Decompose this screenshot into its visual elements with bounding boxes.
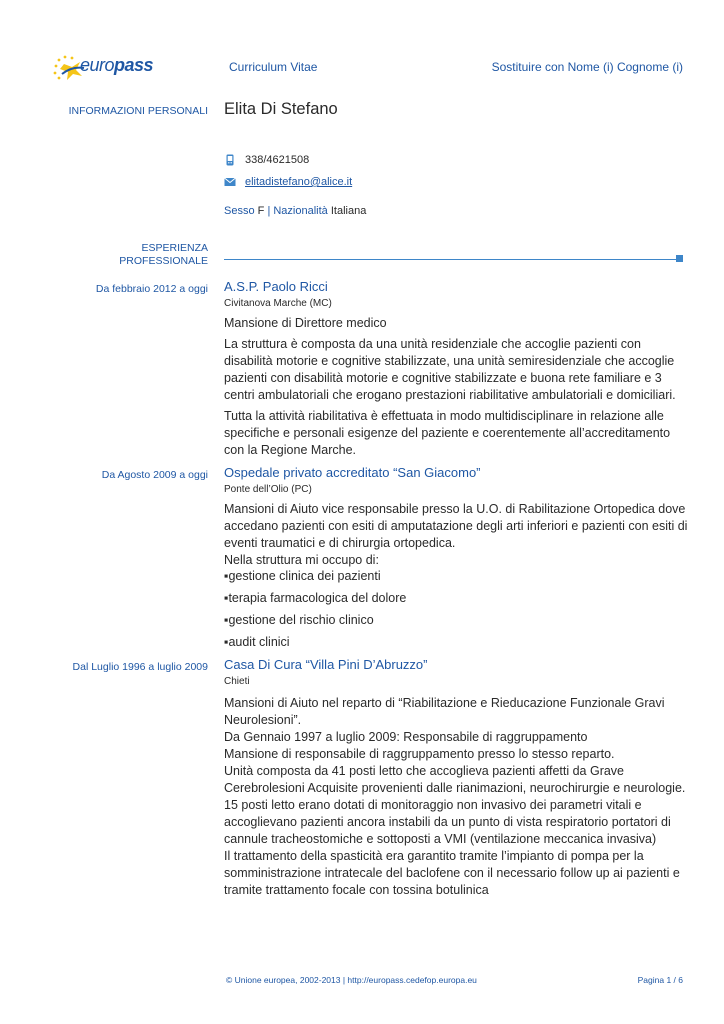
person-name: Elita Di Stefano <box>224 100 338 118</box>
list-item: ▪terapia farmacologica del dolore <box>224 591 407 605</box>
phone-row <box>224 154 309 166</box>
footer-copyright: © Unione europea, 2002-2013 | http://europass.cedefop.europa.eu <box>226 975 477 985</box>
phone-icon <box>224 154 236 166</box>
job-employer: Casa Di Cura “Villa Pini D’Abruzzo” <box>224 657 428 672</box>
list-item-text: gestione del rischio clinico <box>228 613 374 627</box>
section-rule <box>224 259 676 260</box>
list-item: ▪gestione del rischio clinico <box>224 613 374 627</box>
nationality-value: Italiana <box>330 205 367 217</box>
job-employer: Ospedale privato accreditato “San Giacomo” <box>224 465 481 480</box>
name-placeholder: Sostituire con Nome (i) Cognome (i) <box>491 60 683 74</box>
sex-value: F <box>257 205 265 217</box>
email-row <box>224 176 352 188</box>
job-date: Dal Luglio 1996 a luglio 2009 <box>72 661 208 673</box>
separator: | <box>267 205 271 217</box>
job-place: Civitanova Marche (MC) <box>224 298 332 309</box>
job-employer: A.S.P. Paolo Ricci <box>224 279 328 294</box>
list-item-text: terapia farmacologica del dolore <box>228 591 407 605</box>
sex-nationality-line <box>224 205 366 217</box>
wordmark-pass: pass <box>114 55 154 75</box>
doc-title: Curriculum Vitae <box>229 60 318 74</box>
europass-wordmark <box>80 55 153 76</box>
list-item: ▪audit clinici <box>224 635 290 649</box>
job-entry <box>224 657 690 899</box>
footer-page-number: Pagina 1 / 6 <box>637 975 683 985</box>
job-paragraph: Mansione di responsabile di raggruppamento presso lo stesso reparto. <box>224 747 615 761</box>
job-paragraph: Il trattamento della spasticità era garantito tramite l’impianto di pompa per la somministrazione intratecale del baclofene con il necessario follow up ai pazienti e tramite trattamento focale con tossina botulinica <box>224 849 680 897</box>
nationality-label: Nazionalità <box>273 205 328 217</box>
job-place: Chieti <box>224 676 250 687</box>
experience-label-line2: PROFESSIONALE <box>119 255 208 267</box>
email-icon <box>224 176 236 188</box>
list-item-text: audit clinici <box>228 635 290 649</box>
job-entry <box>224 465 690 655</box>
experience-label <box>68 242 208 268</box>
job-paragraph: 15 posti letto erano dotati di monitoraggio non invasivo dei parametri vitali e accoglievano pazienti ancora instabili da un punto di vista respiratorio portatori di cannule tracheostomiche e sottoposti a VMI (ventilazione meccanica invasiva) <box>224 798 671 846</box>
personal-info-label: INFORMAZIONI PERSONALI <box>68 105 208 117</box>
sex-label: Sesso <box>224 205 255 217</box>
list-item-text: gestione clinica dei pazienti <box>228 569 381 583</box>
phone-number: 338/4621508 <box>245 154 310 166</box>
list-item: ▪gestione clinica dei pazienti <box>224 569 381 583</box>
wordmark-euro: euro <box>80 55 115 75</box>
job-place: Ponte dell’Olio (PC) <box>224 484 312 495</box>
job-paragraph: Mansioni di Aiuto vice responsabile presso la U.O. di Rabilitazione Ortopedica dove accedano pazienti con esiti di amputatazione degli arti inferiori e pazienti con esiti di eventi traumatici e di chirurgia ortopedica. <box>224 502 688 550</box>
job-paragraph: Mansioni di Aiuto nel reparto di “Riabilitazione e Rieducazione Funzionale Gravi Neurolesioni”. <box>224 696 665 727</box>
experience-label-line1: ESPERIENZA <box>141 242 208 254</box>
job-role: Mansione di Direttore medico <box>224 316 387 330</box>
email-link[interactable]: elitadistefano@alice.it <box>245 176 353 188</box>
job-entry <box>224 279 690 459</box>
job-paragraph: La struttura è composta da una unità residenziale che accoglie pazienti con disabilità motorie e cognitive stabilizzate, una unità semiresidenziale che accoglie pazienti con disabilità motorie e cognitive stabilizzate e buona rete familiare e 3 centri ambulatoriali che erogano prestazioni riabilitative ambulatoriali e domiciliari. <box>224 337 676 402</box>
job-paragraph: Unità composta da 41 posti letto che accoglieva pazienti affetti da Grave Cerebrolesioni Acquisite provenienti dalle rianimazioni, neurochirurgie e neurologie. <box>224 764 686 795</box>
job-date: Da febbraio 2012 a oggi <box>95 283 208 295</box>
job-paragraph: Da Gennaio 1997 a luglio 2009: Responsabile di raggruppamento <box>224 730 588 744</box>
section-rule-marker <box>676 255 683 262</box>
job-date: Da Agosto 2009 a oggi <box>101 469 208 481</box>
job-paragraph: Nella struttura mi occupo di: <box>224 553 379 567</box>
job-paragraph: Tutta la attività riabilitativa è effettuata in modo multidisciplinare in relazione alle specifiche e personali esigenze del paziente e coerentemente all’accreditamento con la Regione Marche. <box>224 409 671 457</box>
